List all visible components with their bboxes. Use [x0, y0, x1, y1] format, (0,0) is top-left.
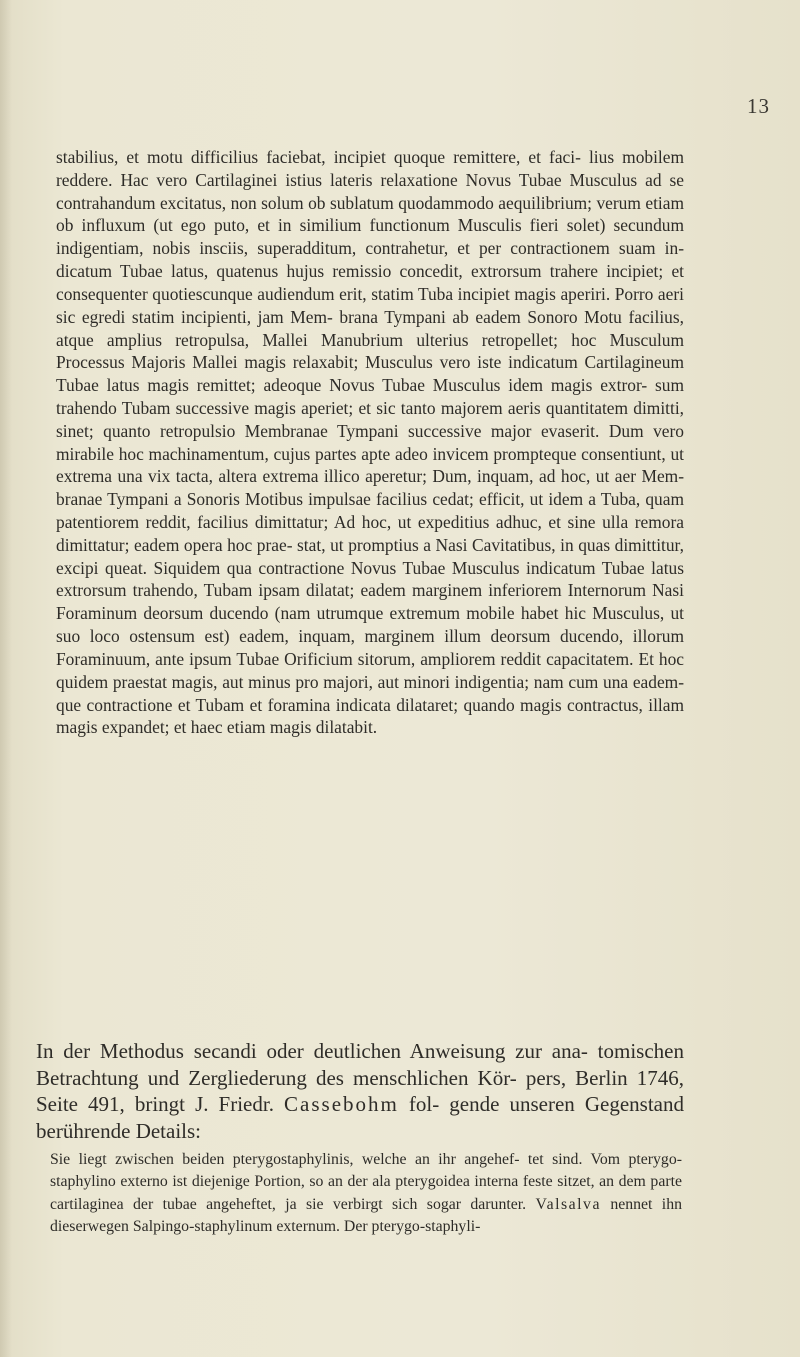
valsalva-name: Valsalva [535, 1195, 601, 1213]
german-intro-text: In der Methodus secandi oder deutlichen Anweisung zur ana- tomischen Betrachtung und Zergliederung des menschlichen Kör- pers, Berlin 1746, Seite 491, bringt J. Friedr. [36, 1039, 684, 1116]
author-name: Cassebohm [284, 1092, 399, 1116]
german-quote-paragraph [50, 1149, 682, 1239]
german-intro-text-end: fol- gende unseren Gegenstand berührende Details: [36, 1092, 684, 1143]
latin-paragraph: stabilius, et motu difficilius faciebat, incipiet quoque remittere, et faci- lius mobilem reddere. Hac vero Cartilaginei istius lateris relaxatione Novus Tubae Musculus ad se contrahandum excitatus, non solum ob sublatum quodammodo aequilibrium; verum etiam ob influxum (ut ego puto, et in similium functionum Musculis fieri solet) secundum indigentiam, nobis insciis, superadditum, contrahetur, et per contractionem suam in- dicatum Tubae latus, quatenus hujus remissio concedit, extrorsum trahere incipiet; et consequenter quotiescunque audiendum erit, statim Tuba incipiet magis aperiri. Porro aeri sic egredi statim incipienti, jam Mem- brana Tympani ab eadem Sonoro Motu facilius, atque amplius retropulsa, Mallei Manubrium ulterius retropellet; hoc Musculum Processus Majoris Mallei magis relaxabit; Musculus vero iste indicatum Cartilagineum Tubae latus magis remittet; adeoque Novus Tubae Musculus idem magis extror- sum trahendo Tubam successive magis aperiet; et sic tanto majorem aeris quantitatem dimitti, sinet; quanto retropulsio Membranae Tympani successive major evaserit. Dum vero mirabile hoc machinamentum, cujus partes apte adeo invicem prompteque consentiunt, ut extrema una vix tacta, altera extrema illico aperetur; Dum, inquam, ad hoc, ut aer Mem- branae Tympani a Sonoris Motibus impulsae facilius cedat; efficit, ut idem a Tuba, quam patentiorem reddit, facilius dimittatur; Ad hoc, ut expeditius adhuc, et sine ulla remora dimittatur; eadem opera hoc prae- stat, ut promptius a Nasi Cavitatibus, in quas dimittitur, excipi queat. Siquidem qua contractione Novus Tubae Musculus indicatum Tubae latus extrorsum trahendo, Tubam ipsam dilatat; eadem marginem inferiorem Internorum Nasi Foraminum deorsum ducendo (nam utrumque extremum mobile habet hic Musculus, ut suo loco ostensum est) eadem, inquam, marginem illum deorsum ducendo, illorum Foraminuum, ante ipsum Tubae Orificium sitorum, ampliorem reddit capacitatem. Et hoc quidem praestat magis, aut minus pro majori, aut minori indigentia; nam cum una eadem- que contractione et Tubam et foramina indicata dilataret; quando magis contractus, illam magis expandet; et haec etiam magis dilatabit. [56, 147, 684, 738]
page-edge-shadow [0, 0, 12, 1357]
german-quote-text: Sie liegt zwischen beiden pterygostaphylinis, welche an ihr angehef- tet sind. Vom pterygo-staphylino externo ist diejenige Portion, so an der ala pterygoidea interna feste sitzet, an dem parte cartilaginea der tubae angeheftet, ja sie verbirgt sich sogar darunter. [50, 1151, 682, 1213]
german-quote-text-end: nennet ihn dieserwegen Salpingo-staphylinum externum. Der pterygo-staphyli- [50, 1195, 682, 1236]
page-number: 13 [747, 94, 770, 118]
german-intro-paragraph [36, 1038, 684, 1144]
